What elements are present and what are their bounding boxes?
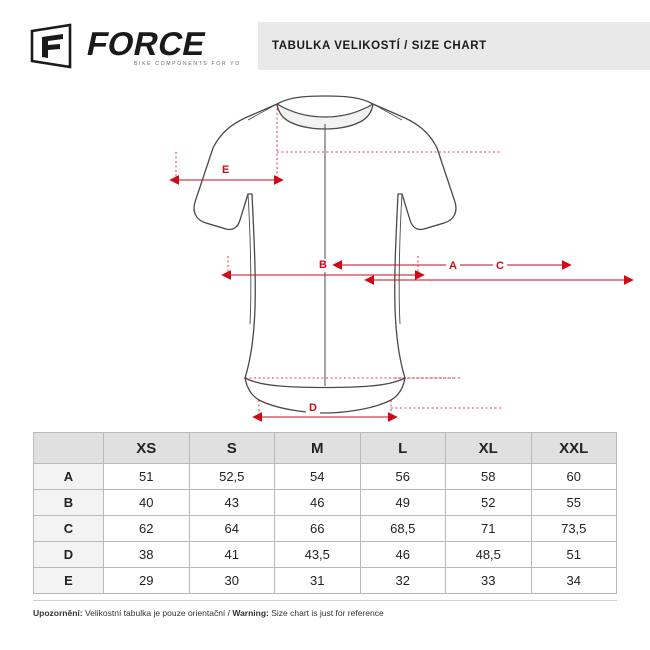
chart-title-bar: [258, 22, 650, 70]
dimension-label-e: E: [222, 164, 230, 176]
cell-b-xl: 52: [446, 490, 532, 516]
dimension-label-c: C: [496, 260, 504, 272]
cell-d-xs: 38: [104, 542, 190, 568]
footer-note: [33, 600, 617, 618]
cell-e-xl: 33: [446, 568, 532, 594]
brand-logo-area: [0, 22, 258, 70]
cell-c-xs: 62: [104, 516, 190, 542]
cell-e-s: 30: [189, 568, 275, 594]
cell-e-m: 31: [275, 568, 361, 594]
row-header-d: D: [34, 542, 104, 568]
notice-label: Upozornění:: [33, 608, 83, 618]
row-header-c: C: [34, 516, 104, 542]
cell-d-xl: 48,5: [446, 542, 532, 568]
table-row: [34, 516, 617, 542]
column-header-xl: XL: [446, 433, 532, 464]
force-logo-svg: [30, 23, 240, 69]
cell-d-xxl: 51: [531, 542, 617, 568]
cell-b-m: 46: [275, 490, 361, 516]
dimension-label-d: D: [309, 402, 317, 414]
notice-text: Velikostní tabulka je pouze orientační /: [82, 608, 233, 618]
cell-a-l: 56: [360, 464, 446, 490]
cell-a-xxl: 60: [531, 464, 617, 490]
cell-a-xs: 51: [104, 464, 190, 490]
table-header-row: [34, 433, 617, 464]
cell-b-xs: 40: [104, 490, 190, 516]
size-table-container: [33, 432, 617, 594]
dimension-label-a: A: [449, 260, 457, 272]
row-header-a: A: [34, 464, 104, 490]
column-header-xxl: XXL: [531, 433, 617, 464]
cell-c-l: 68,5: [360, 516, 446, 542]
cell-b-s: 43: [189, 490, 275, 516]
cell-e-xs: 29: [104, 568, 190, 594]
footer-divider: [33, 600, 617, 601]
cell-d-m: 43,5: [275, 542, 361, 568]
cell-c-m: 66: [275, 516, 361, 542]
row-header-b: B: [34, 490, 104, 516]
cell-c-xl: 71: [446, 516, 532, 542]
warning-text: Size chart is just for reference: [268, 608, 384, 618]
table-row: [34, 490, 617, 516]
cell-d-s: 41: [189, 542, 275, 568]
row-header-e: E: [34, 568, 104, 594]
column-header-xs: XS: [104, 433, 190, 464]
dimension-label-b: B: [319, 259, 327, 271]
table-row: [34, 464, 617, 490]
cell-c-s: 64: [189, 516, 275, 542]
table-row: [34, 568, 617, 594]
jersey-diagram: [0, 76, 650, 428]
cell-e-xxl: 34: [531, 568, 617, 594]
column-header-m: M: [275, 433, 361, 464]
footer-text: [33, 608, 617, 618]
cell-b-l: 49: [360, 490, 446, 516]
cell-c-xxl: 73,5: [531, 516, 617, 542]
svg-text:FORCE: FORCE: [83, 26, 210, 63]
warning-label: Warning:: [232, 608, 269, 618]
cell-a-xl: 58: [446, 464, 532, 490]
svg-text:BIKE COMPONENTS FOR YOU: BIKE COMPONENTS FOR YOU: [134, 61, 240, 67]
table-corner-cell: [34, 433, 104, 464]
column-header-l: L: [360, 433, 446, 464]
jersey-diagram-svg: [0, 76, 650, 428]
size-table: [33, 432, 617, 594]
cell-b-xxl: 55: [531, 490, 617, 516]
cell-a-m: 54: [275, 464, 361, 490]
cell-d-l: 46: [360, 542, 446, 568]
cell-a-s: 52,5: [189, 464, 275, 490]
table-row: [34, 542, 617, 568]
force-logo: [30, 23, 240, 69]
page-title: TABULKA VELIKOSTÍ / SIZE CHART: [272, 40, 487, 52]
page-header: [0, 22, 650, 70]
size-table-body: [34, 464, 617, 594]
cell-e-l: 32: [360, 568, 446, 594]
size-table-head: [34, 433, 617, 464]
column-header-s: S: [189, 433, 275, 464]
